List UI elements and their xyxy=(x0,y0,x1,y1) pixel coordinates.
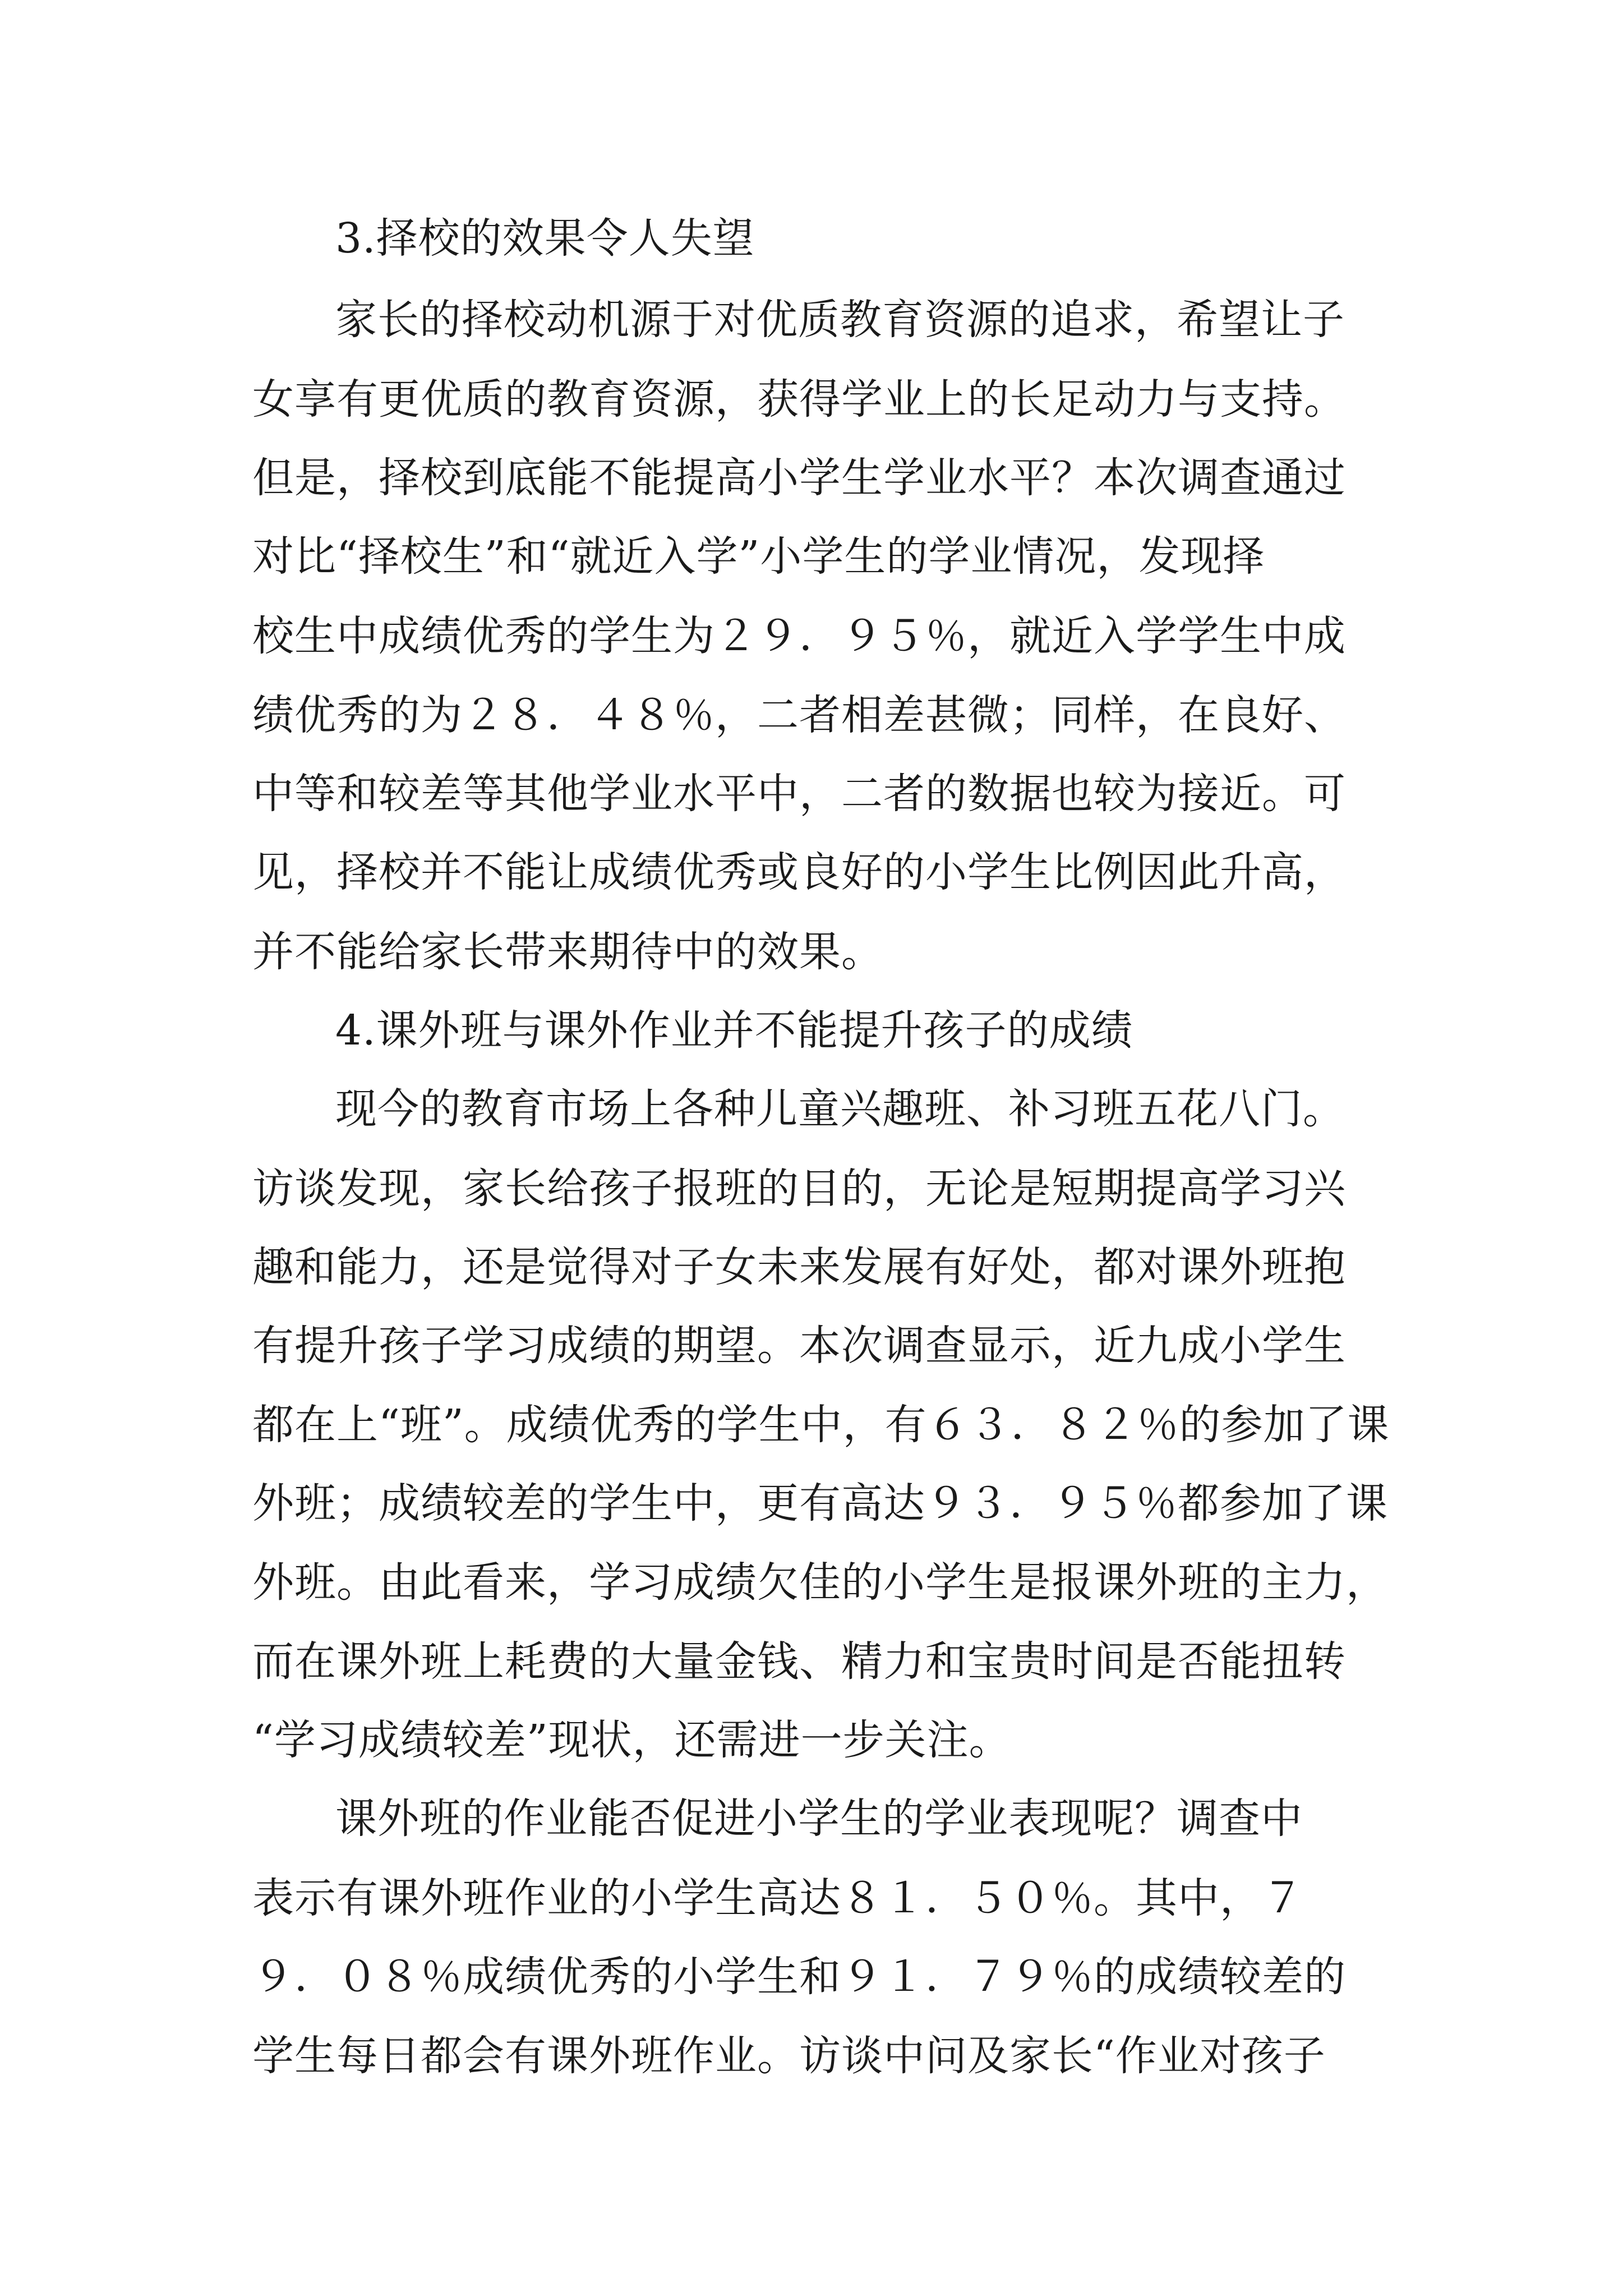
paragraph-line: 趣和能力，还是觉得对子女未来发展有好处，都对课外班抱 xyxy=(252,1243,1346,1291)
paragraph-line: 现今的教育市场上各种儿童兴趣班、补习班五花八门。 xyxy=(335,1085,1345,1133)
paragraph-line: 课外班的作业能否促进小学生的学业表现呢？调查中 xyxy=(335,1795,1303,1843)
paragraph-line: 学生每日都会有课外班作业。访谈中问及家长“作业对孩子 xyxy=(252,2032,1326,2080)
section-heading-4: 4.课外班与课外作业并不能提升孩子的成绩 xyxy=(335,1006,1133,1055)
paragraph-line: 外班。由此看来，学习成绩欠佳的小学生是报课外班的主力， xyxy=(252,1558,1388,1607)
paragraph-line: ９．０８％成绩优秀的小学生和９１．７９％的成绩较差的 xyxy=(252,1953,1346,2001)
paragraph-line: 外班；成绩较差的学生中，更有高达９３．９５％都参加了课 xyxy=(252,1479,1388,1527)
section-heading-3: 3.择校的效果令人失望 xyxy=(335,214,755,263)
paragraph-line: 访谈发现，家长给孩子报班的目的，无论是短期提高学习兴 xyxy=(252,1165,1346,1213)
paragraph-line: 都在上“班”。成绩优秀的学生中，有６３．８２％的参加了课 xyxy=(252,1401,1390,1449)
paragraph-line: 见，择校并不能让成绩优秀或良好的小学生比例因此升高， xyxy=(252,848,1346,896)
paragraph-line: 中等和较差等其他学业水平中，二者的数据也较为接近。可 xyxy=(252,770,1346,818)
paragraph-line: 校生中成绩优秀的学生为２９．９５％，就近入学学生中成 xyxy=(252,612,1346,660)
paragraph-line: “学习成绩较差”现状，还需进一步关注。 xyxy=(252,1716,1011,1764)
paragraph-line: 对比“择校生”和“就近入学”小学生的学业情况，发现择 xyxy=(252,532,1265,581)
paragraph-line: 绩优秀的为２８．４８％，二者相差甚微；同样，在良好、 xyxy=(252,691,1346,739)
paragraph-line: 而在课外班上耗费的大量金钱、精力和宝贵时间是否能扭转 xyxy=(252,1637,1346,1686)
paragraph-line: 但是，择校到底能不能提高小学生学业水平？本次调查通过 xyxy=(252,454,1346,502)
paragraph-line: 家长的择校动机源于对优质教育资源的追求，希望让子 xyxy=(335,296,1345,344)
paragraph-line: 并不能给家长带来期待中的效果。 xyxy=(252,928,883,976)
paragraph-line: 有提升孩子学习成绩的期望。本次调查显示，近九成小学生 xyxy=(252,1322,1346,1370)
paragraph-line: 表示有课外班作业的小学生高达８１．５０％。其中，７ xyxy=(252,1874,1304,1922)
paragraph-line: 女享有更优质的教育资源，获得学业上的长足动力与支持。 xyxy=(252,375,1346,424)
